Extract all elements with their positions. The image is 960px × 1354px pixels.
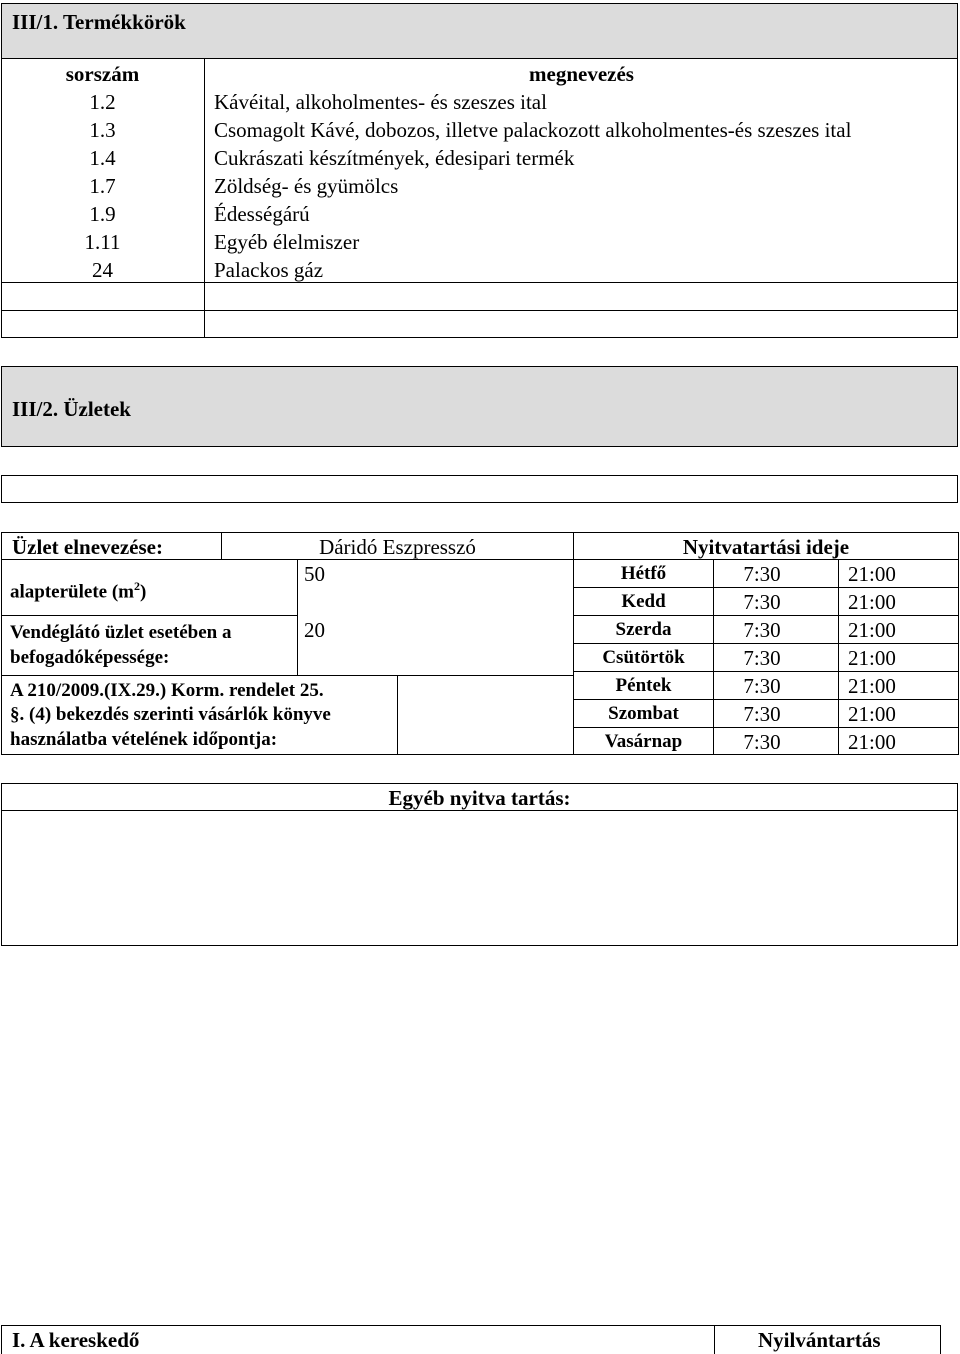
weekday-label: Kedd: [621, 591, 666, 612]
shop-name-label: Üzlet elnevezése:: [12, 535, 163, 559]
row-number: 1.11: [84, 230, 121, 254]
complaint-book-label: §. (4) bekezdés szerinti vásárlók könyve: [10, 704, 331, 725]
row-name: Édességárú: [214, 202, 310, 226]
weekday-label: Hétfő: [620, 563, 667, 584]
weekday-label: Vasárnap: [604, 731, 683, 752]
row-name: Kávéital, alkoholmentes- és szeszes ital: [214, 90, 547, 114]
empty-field: [1, 475, 958, 503]
section-header-product-groups: [1, 3, 958, 59]
footer-registry-label: Nyilvántartás: [758, 1328, 881, 1352]
weekday-label: Szerda: [615, 619, 672, 640]
close-time: 21:00: [848, 618, 896, 642]
row-name: Palackos gáz: [214, 258, 324, 282]
opening-hours-title: Nyitvatartási ideje: [682, 535, 850, 559]
row-number: 1.2: [89, 90, 116, 114]
product-table-divider: [204, 58, 205, 338]
open-time: 7:30: [743, 702, 781, 726]
row-number: 1.4: [89, 146, 116, 170]
column-header-number: sorszám: [65, 62, 140, 86]
close-time: 21:00: [848, 562, 896, 586]
capacity-label: Vendéglátó üzlet esetében a: [10, 622, 232, 643]
close-time: 21:00: [848, 646, 896, 670]
open-time: 7:30: [743, 674, 781, 698]
close-time: 21:00: [848, 674, 896, 698]
close-time: 21:00: [848, 730, 896, 754]
capacity-label: befogadóképessége:: [10, 647, 170, 668]
other-hours-title: Egyéb nyitva tartás:: [388, 786, 571, 810]
area-value: 50: [304, 562, 325, 586]
close-time: 21:00: [848, 702, 896, 726]
section-title: III/2. Üzletek: [12, 397, 131, 421]
open-time: 7:30: [743, 646, 781, 670]
section-title: III/1. Termékkörök: [12, 10, 186, 34]
open-time: 7:30: [743, 590, 781, 614]
row-number: 1.9: [89, 202, 116, 226]
row-name: Cukrászati készítmények, édesipari termék: [214, 146, 575, 170]
open-time: 7:30: [743, 562, 781, 586]
complaint-book-label: A 210/2009.(IX.29.) Korm. rendelet 25.: [10, 680, 324, 701]
open-time: 7:30: [743, 730, 781, 754]
column-header-name: megnevezés: [529, 62, 634, 86]
row-name: Zöldség- és gyümölcs: [214, 174, 399, 198]
area-label: alapterülete $(m^2)$: [10, 579, 147, 603]
footer-merchant-label: I. A kereskedő: [12, 1328, 140, 1352]
row-name: Egyéb élelmiszer: [214, 230, 360, 254]
row-number: 24: [92, 258, 113, 282]
weekday-label: Péntek: [615, 675, 672, 696]
capacity-value: 20: [304, 618, 325, 642]
section-header-shops: [1, 366, 958, 447]
complaint-book-label: használatba vételének időpontja:: [10, 729, 278, 750]
weekday-label: Szombat: [608, 703, 679, 724]
row-number: 1.7: [89, 174, 116, 198]
row-name: Csomagolt Kávé, dobozos, illetve palackozott alkoholmentes-és szeszes ital: [214, 118, 852, 142]
row-number: 1.3: [89, 118, 116, 142]
open-time: 7:30: [743, 618, 781, 642]
shop-name-value: Dáridó Eszpresszó: [319, 535, 476, 559]
close-time: 21:00: [848, 590, 896, 614]
weekday-label: Csütörtök: [602, 647, 685, 668]
